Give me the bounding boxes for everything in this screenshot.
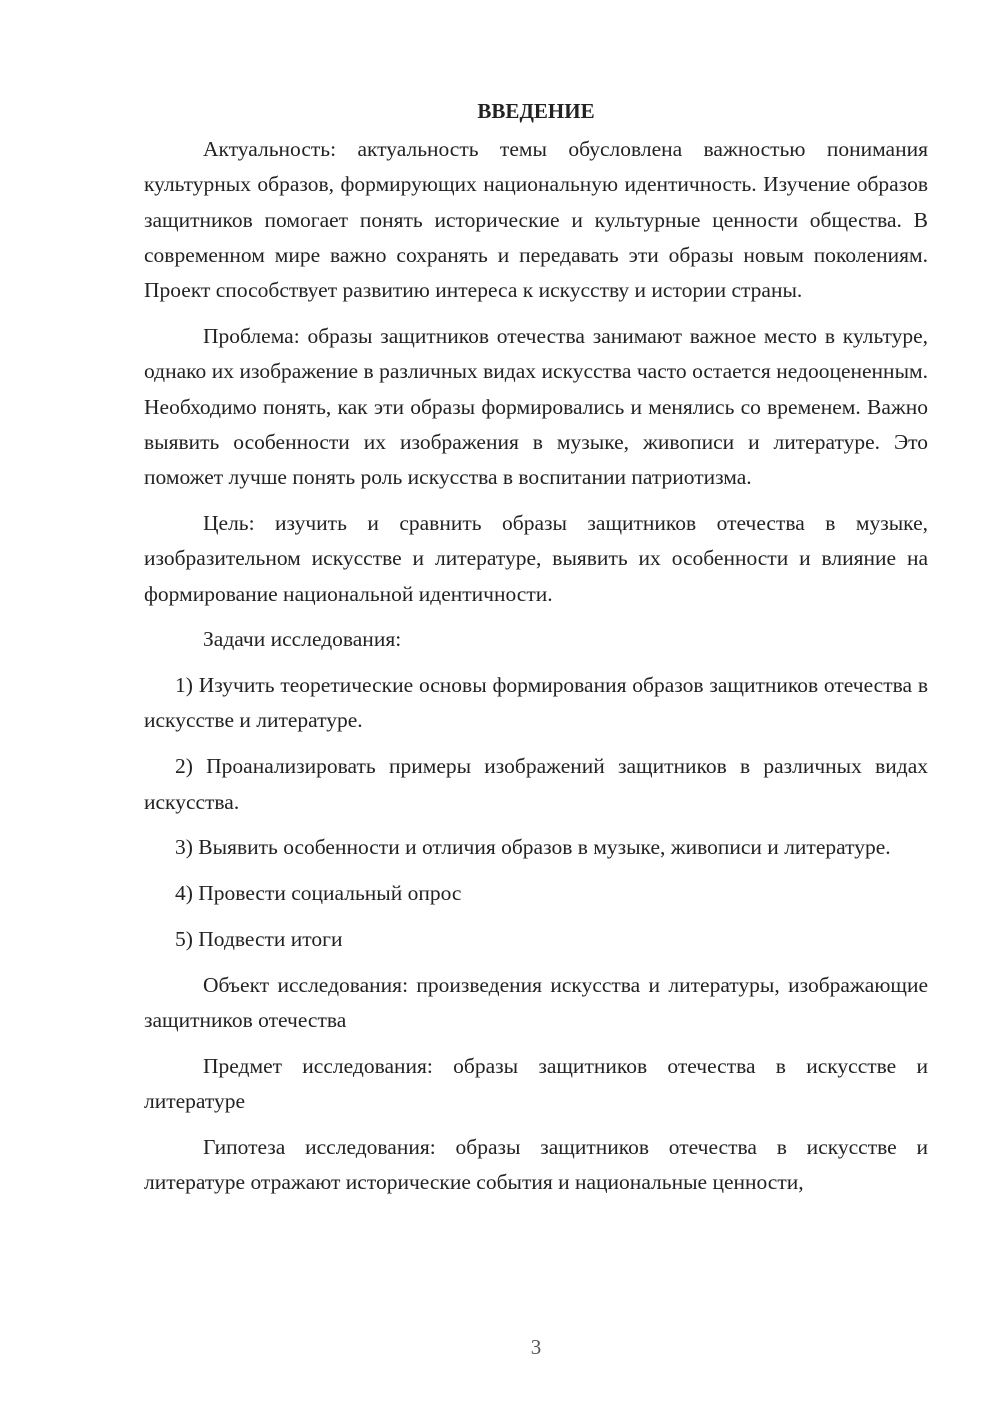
paragraph-subject: Предмет исследования: образы защитников отечества в искусстве и литературе <box>144 1053 928 1114</box>
paragraph-goal: Цель: изучить и сравнить образы защитников отечества в музыке, изобразительном искусстве и литературе, выявить их особенности и влияние на формирование национальной идентичности. <box>144 510 928 606</box>
page-number: 3 <box>530 1335 542 1359</box>
paragraph-relevance: Актуальность: актуальность темы обусловлена важностью понимания культурных образов, формирующих национальную идентичность. Изучение образов защитников помогает понять исторические и культурные ценности общества. В современном мире важно сохранять и передавать эти образы новым поколениям. Проект способствует развитию интереса к искусству и истории страны. <box>144 137 928 303</box>
paragraph-problem: Проблема: образы защитников отечества занимают важное место в культуре, однако их изображение в различных видах искусства часто остается недооцененным. Необходимо понять, как эти образы формировались и менялись со временем. Важно выявить особенности их изображения в музыке, живописи и литературе. Это поможет лучше понять роль искусства в воспитании патриотизма. <box>144 323 928 490</box>
task-item-3: 3) Выявить особенности и отличия образов в музыке, живописи и литературе. <box>175 835 891 860</box>
task-item-5: 5) Подвести итоги <box>175 926 343 951</box>
paragraph-tasks-heading: Задачи исследования: <box>203 627 402 652</box>
task-item-4: 4) Провести социальный опрос <box>175 881 462 906</box>
paragraph-object: Объект исследования: произведения искусства и литературы, изображающие защитников отечества <box>144 972 928 1033</box>
section-title: ВВЕДЕНИЕ <box>477 99 595 123</box>
paragraph-hypothesis: Гипотеза исследования: образы защитников отечества в искусстве и литературе отражают исторические события и национальные ценности, <box>144 1134 928 1195</box>
task-item-1: 1) Изучить теоретические основы формирования образов защитников отечества в искусстве и литературе. <box>144 673 928 733</box>
task-item-2: 2) Проанализировать примеры изображений защитников в различных видах искусства. <box>144 754 928 814</box>
document-page <box>144 96 928 1211</box>
